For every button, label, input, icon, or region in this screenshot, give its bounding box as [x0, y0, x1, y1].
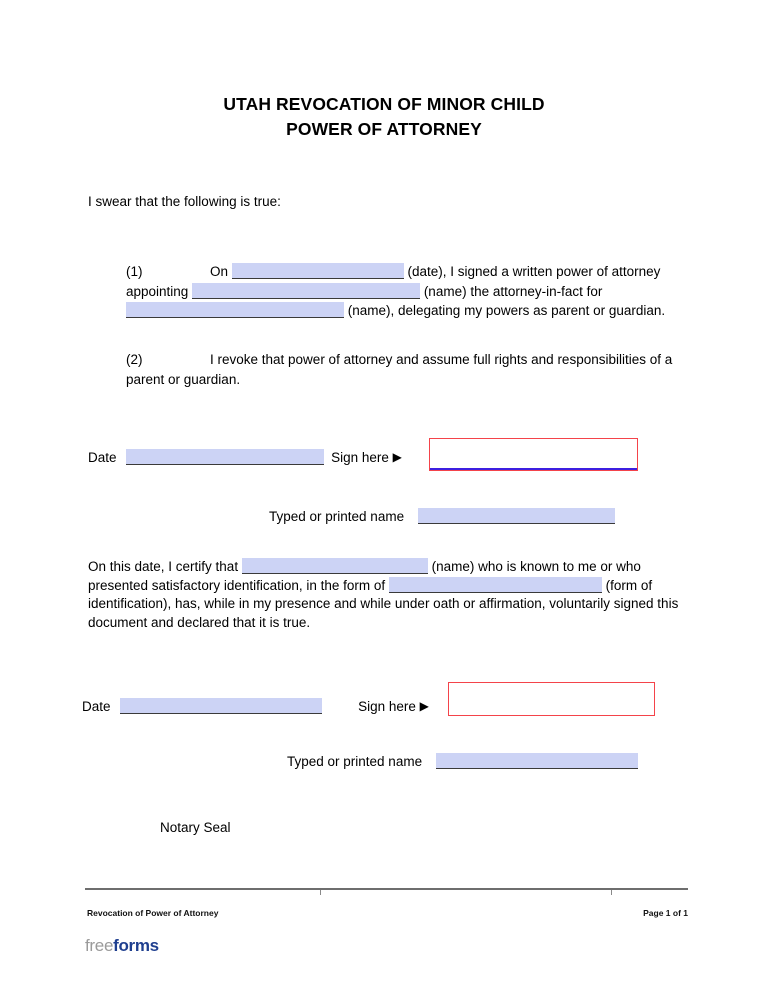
principal-typed-name-field[interactable]: [418, 508, 615, 524]
notary-text-3: (form of identification), has, while in my presence and while under oath or affirmation, voluntarily signed this document and declared that it is true.: [88, 577, 679, 630]
sign-here-arrow-icon: ▶: [419, 699, 429, 713]
principal-typed-name-row: [269, 508, 615, 526]
minor-child-name-field[interactable]: [126, 302, 344, 318]
title-line-1: UTAH REVOCATION OF MINOR CHILD: [223, 94, 545, 114]
footer-page-number: Page 1 of 1: [643, 908, 688, 918]
attorney-in-fact-name-field[interactable]: [192, 283, 420, 299]
notary-seal-label: Notary Seal: [160, 820, 231, 835]
page-title: [0, 92, 768, 142]
notary-typed-name-row: [287, 753, 638, 771]
clause-1-number: (1): [126, 264, 143, 279]
notary-text-1: On this date, I certify that: [88, 559, 242, 574]
brand-text-forms: forms: [113, 936, 159, 955]
brand-text-free: free: [85, 936, 114, 955]
freeforms-logo[interactable]: [85, 936, 159, 956]
footer-tick-mark: [611, 890, 612, 895]
footer-tick-mark: [320, 890, 321, 895]
clause-2: [126, 350, 706, 389]
clause-1-text-1: On: [210, 264, 232, 279]
clause-1-text-3: (name) the attorney-in-fact for: [420, 283, 603, 299]
principal-date-row: [88, 449, 402, 467]
clause-1-text-4: (name), delegating my powers as parent or guardian.: [344, 303, 666, 318]
title-line-2: POWER OF ATTORNEY: [286, 119, 482, 139]
principal-signature-box[interactable]: [429, 438, 638, 471]
footer-document-name: Revocation of Power of Attorney: [87, 908, 219, 918]
notary-acknowledgment-paragraph: [88, 558, 688, 632]
footer-divider: [85, 888, 688, 890]
notary-date-label: Date: [82, 699, 111, 714]
notary-date-field[interactable]: [120, 698, 322, 714]
clause-1: [126, 262, 706, 321]
principal-typed-name-label: Typed or printed name: [269, 509, 405, 524]
principal-date-field[interactable]: [126, 449, 324, 465]
notary-signature-box[interactable]: [448, 682, 655, 716]
clause-1-text-2: (date), I signed a written power of attorney appointing: [126, 264, 661, 299]
notary-typed-name-field[interactable]: [436, 753, 638, 769]
notary-typed-name-label: Typed or printed name: [287, 754, 423, 769]
principal-sign-here-label: Sign here ▶: [331, 450, 402, 465]
notary-sign-here-label: Sign here ▶: [358, 699, 429, 714]
notary-signer-name-field[interactable]: [242, 558, 428, 574]
poa-date-field[interactable]: [232, 263, 404, 279]
intro-text: I swear that the following is true:: [88, 194, 281, 209]
notary-text-2: (name) who is known to me or who presented satisfactory identification, in the form of: [88, 559, 641, 593]
clause-1-body: [126, 264, 665, 318]
clause-2-number: (2): [126, 352, 143, 367]
clause-2-body: I revoke that power of attorney and assume full rights and responsibilities of a parent or guardian.: [126, 352, 673, 387]
principal-date-label: Date: [88, 450, 117, 465]
sign-here-arrow-icon: ▶: [392, 450, 402, 464]
notary-date-row: [82, 698, 429, 716]
notary-identification-form-field[interactable]: [389, 577, 602, 593]
